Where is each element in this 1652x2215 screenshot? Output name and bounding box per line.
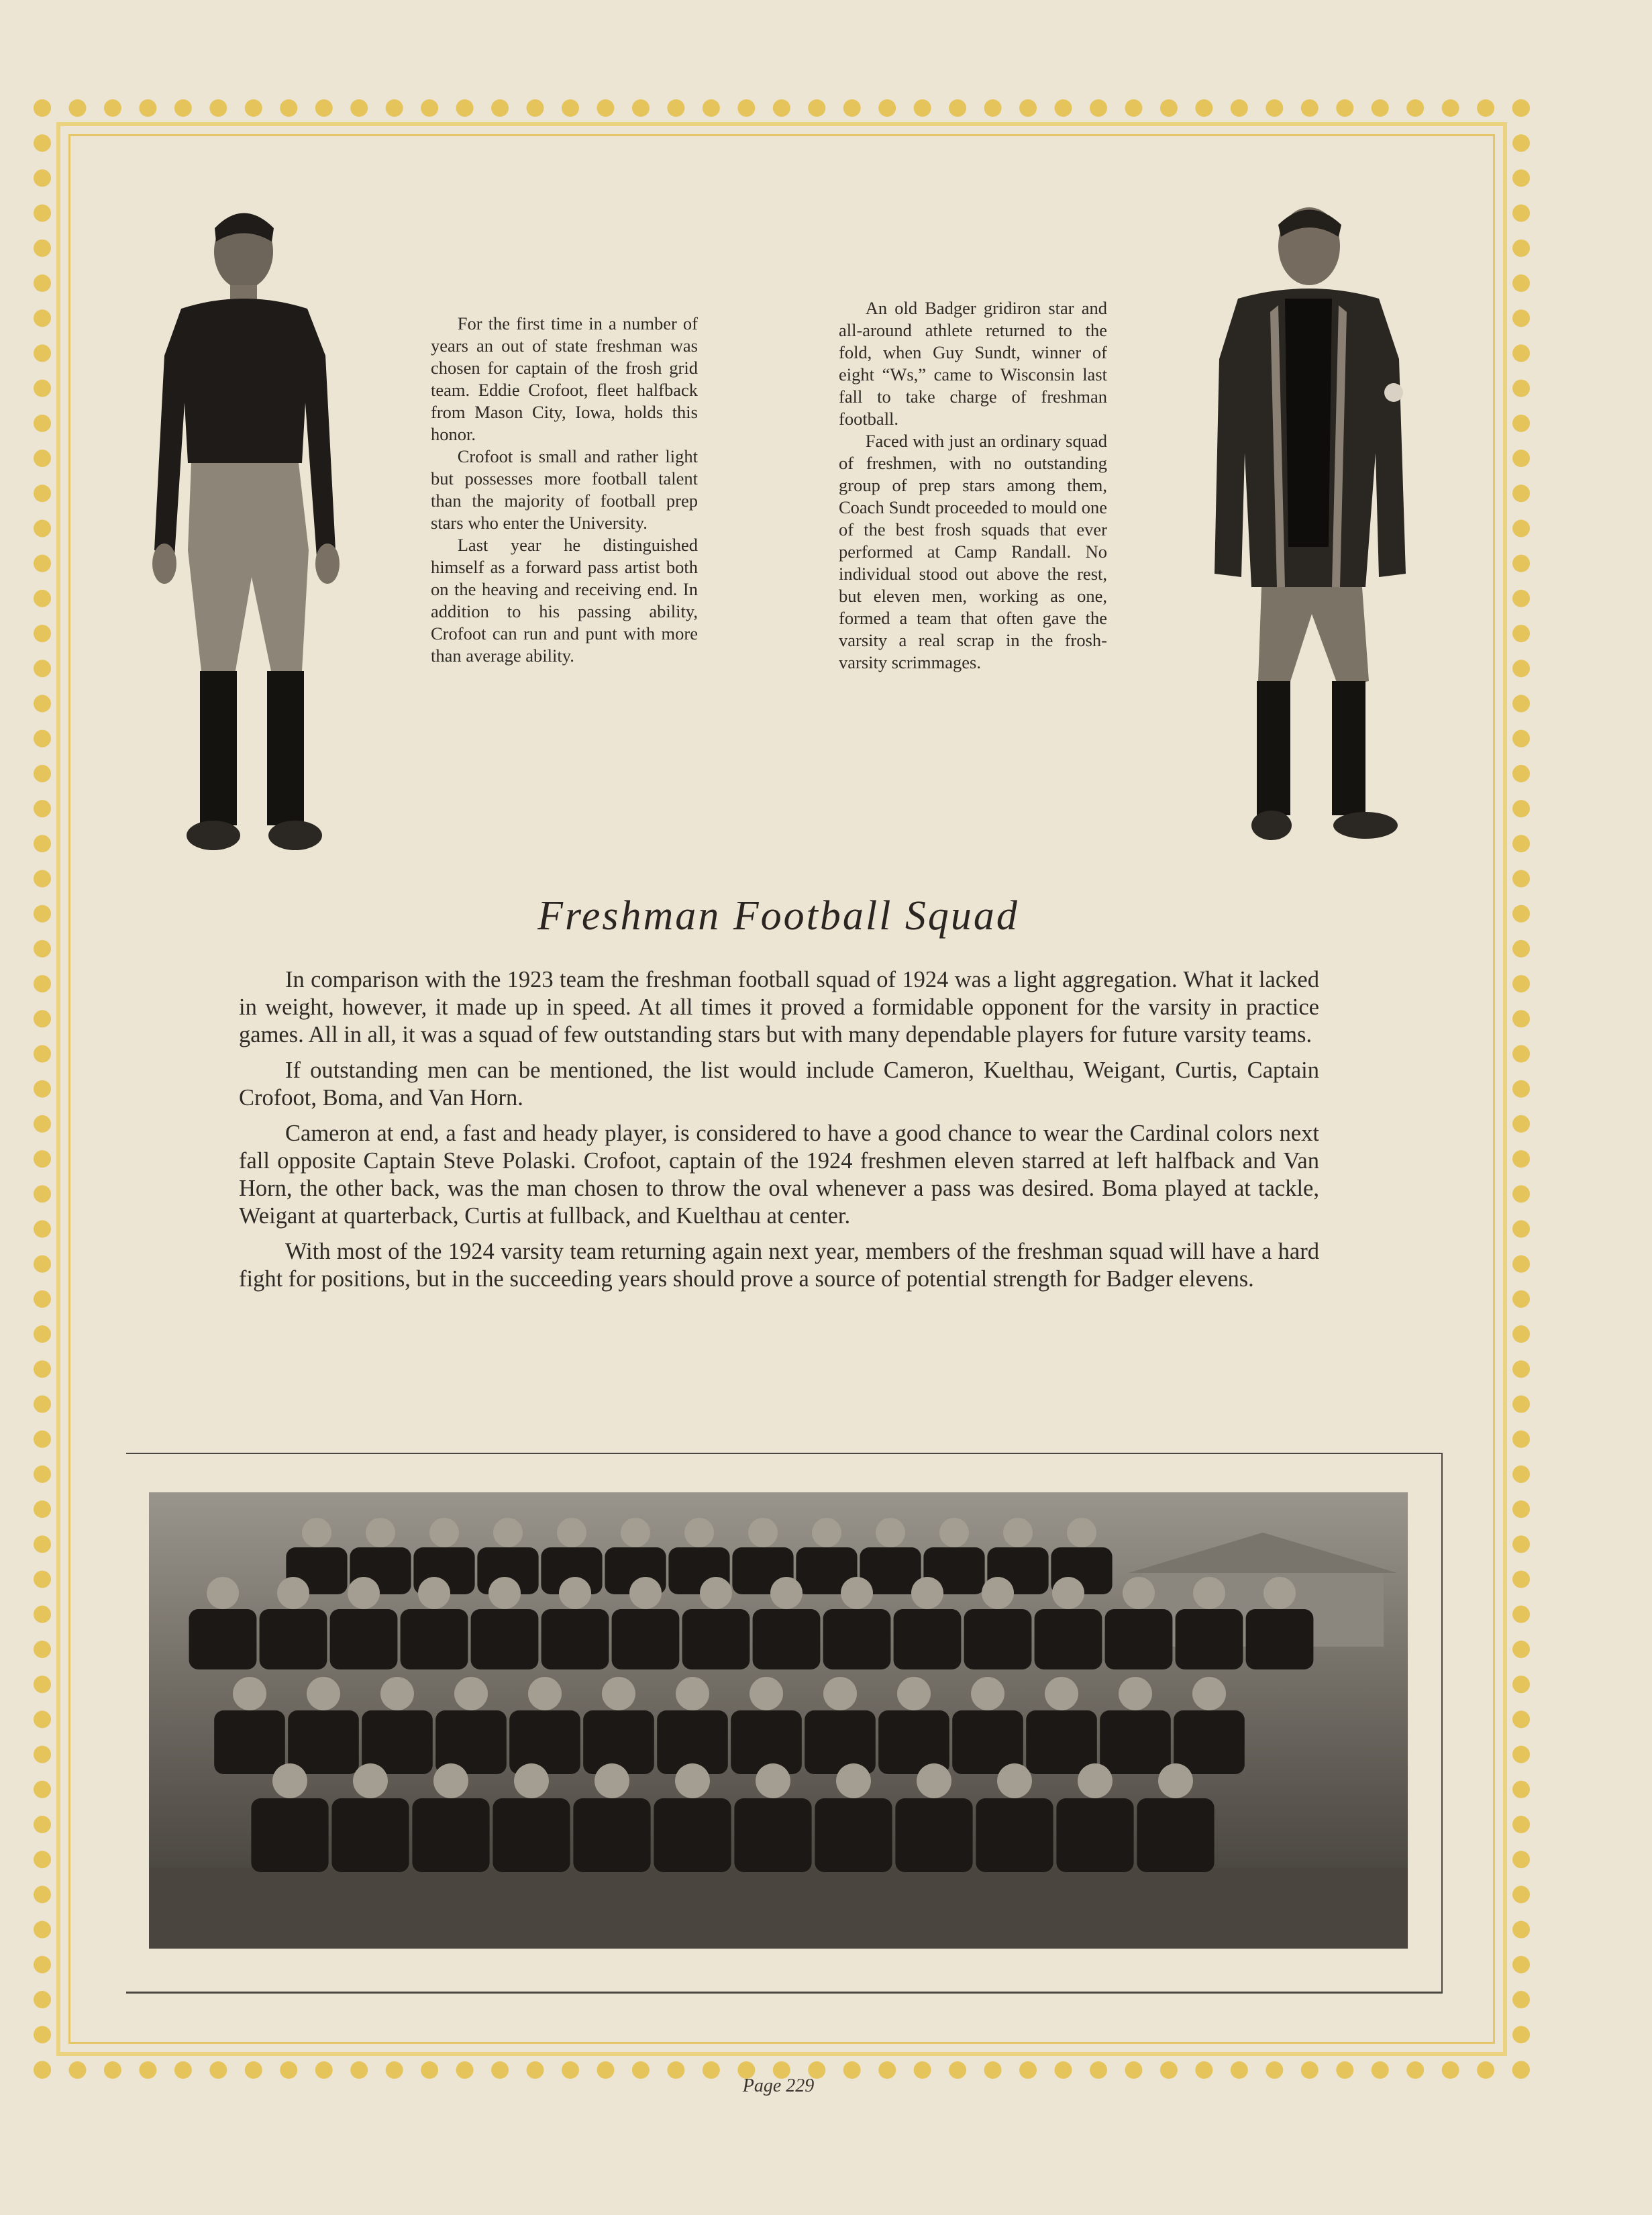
player-body bbox=[331, 1798, 409, 1872]
player-body bbox=[541, 1609, 609, 1669]
player-body bbox=[753, 1609, 821, 1669]
player-head bbox=[684, 1518, 714, 1547]
player-head bbox=[559, 1577, 591, 1609]
player-head bbox=[418, 1577, 450, 1609]
player-head bbox=[1123, 1577, 1155, 1609]
player-head bbox=[233, 1677, 266, 1710]
player-body bbox=[412, 1798, 489, 1872]
player-head bbox=[917, 1763, 951, 1798]
player-body bbox=[583, 1710, 654, 1774]
body-paragraph: If outstanding men can be mentioned, the list would include Cameron, Kuelthau, Weigant, Curtis, Captain Crofoot, Boma, and Van Horn. bbox=[239, 1058, 1319, 1111]
player-head bbox=[429, 1518, 459, 1547]
player-body bbox=[815, 1798, 892, 1872]
player-body bbox=[471, 1609, 539, 1669]
left-paragraph: Last year he distinguished himself as a forward pass artist both on the heaving and receiving end. In addition to his passing ability, Crofoot can run and punt with more than average ability. bbox=[431, 535, 698, 666]
player-body bbox=[214, 1710, 285, 1774]
photo-frame-rule bbox=[126, 1992, 1443, 1994]
player-body bbox=[731, 1710, 802, 1774]
player-body bbox=[805, 1710, 876, 1774]
left-paragraph: For the first time in a number of years an out of state freshman was chosen for captain of the frosh grid team. Eddie Crofoot, fleet halfback from Mason City, Iowa, holds this honor. bbox=[431, 313, 698, 444]
photo-frame-rule bbox=[126, 1453, 1443, 1454]
player-head bbox=[433, 1763, 468, 1798]
player-body bbox=[288, 1710, 359, 1774]
player-head bbox=[277, 1577, 309, 1609]
player-head bbox=[812, 1518, 841, 1547]
player-head bbox=[939, 1518, 969, 1547]
player-head bbox=[982, 1577, 1014, 1609]
player-body bbox=[1026, 1710, 1097, 1774]
player-head bbox=[823, 1677, 857, 1710]
player-body bbox=[1176, 1609, 1243, 1669]
player-body bbox=[1105, 1609, 1173, 1669]
body-text bbox=[239, 966, 1319, 1301]
player-head bbox=[675, 1763, 710, 1798]
player-body bbox=[1137, 1798, 1214, 1872]
player-body bbox=[823, 1609, 891, 1669]
player-body bbox=[895, 1798, 972, 1872]
player-body bbox=[682, 1609, 750, 1669]
player-head bbox=[380, 1677, 414, 1710]
player-body bbox=[573, 1798, 650, 1872]
player-head bbox=[770, 1577, 803, 1609]
player-head bbox=[897, 1677, 931, 1710]
right-paragraph: Faced with just an ordinary squad of freshmen, with no outstanding group of prep stars among them, Coach Sundt proceeded to mould one of the best frosh squads that ever performed at Camp Randall. No individual stood out above the rest, but eleven men, working as one, formed a team that often gave the varsity a real scrap in the frosh-varsity scrimmages. bbox=[839, 431, 1107, 672]
player-body bbox=[612, 1609, 680, 1669]
player-body bbox=[1056, 1798, 1133, 1872]
player-body bbox=[189, 1609, 257, 1669]
player-body bbox=[330, 1609, 398, 1669]
player-body bbox=[894, 1609, 962, 1669]
photo-frame-rule bbox=[1441, 1453, 1443, 1993]
player-head bbox=[307, 1677, 340, 1710]
player-head bbox=[366, 1518, 395, 1547]
player-head bbox=[750, 1677, 783, 1710]
page-number: Page 229 bbox=[742, 2075, 815, 2096]
player-body bbox=[654, 1798, 731, 1872]
player-head bbox=[353, 1763, 388, 1798]
player-body bbox=[1100, 1710, 1171, 1774]
left-paragraph: Crofoot is small and rather light but possesses more football talent than the majority of football prep stars who enter the University. bbox=[431, 446, 698, 533]
player-head bbox=[1193, 1577, 1225, 1609]
captain-portrait-photo bbox=[134, 201, 362, 859]
player-head bbox=[1067, 1518, 1096, 1547]
player-head bbox=[272, 1763, 307, 1798]
section-heading: Freshman Football Squad bbox=[537, 893, 1019, 939]
body-paragraph: With most of the 1924 varsity team returning again next year, members of the freshman squad will have a hard fight for positions, but in the succeeding years should prove a source of potential strength for Badger elevens. bbox=[239, 1239, 1319, 1292]
player-head bbox=[557, 1518, 586, 1547]
player-head bbox=[841, 1577, 873, 1609]
player-body bbox=[1246, 1609, 1314, 1669]
player-body bbox=[401, 1609, 468, 1669]
player-head bbox=[595, 1763, 629, 1798]
player-head bbox=[454, 1677, 488, 1710]
player-head bbox=[528, 1677, 562, 1710]
player-body bbox=[509, 1710, 580, 1774]
captain-text-column bbox=[431, 313, 698, 667]
player-head bbox=[1158, 1763, 1193, 1798]
player-head bbox=[700, 1577, 732, 1609]
player-head bbox=[971, 1677, 1004, 1710]
coach-portrait-photo bbox=[1178, 198, 1419, 849]
player-head bbox=[1119, 1677, 1152, 1710]
body-paragraph: In comparison with the 1923 team the freshman football squad of 1924 was a light aggregation. What it lacked in weight, however, it made up in speed. At all times it proved a formidable opponent for the varsity in practice games. All in all, it was a squad of few outstanding stars but with many dependable players for future varsity teams. bbox=[239, 967, 1319, 1047]
player-head bbox=[514, 1763, 549, 1798]
player-head bbox=[911, 1577, 943, 1609]
player-head bbox=[302, 1518, 331, 1547]
player-head bbox=[676, 1677, 709, 1710]
player-body bbox=[734, 1798, 811, 1872]
player-head bbox=[493, 1518, 523, 1547]
player-body bbox=[260, 1609, 327, 1669]
player-head bbox=[602, 1677, 635, 1710]
player-head bbox=[1078, 1763, 1113, 1798]
player-head bbox=[1045, 1677, 1078, 1710]
player-head bbox=[756, 1763, 790, 1798]
player-head bbox=[1052, 1577, 1084, 1609]
player-head bbox=[1263, 1577, 1296, 1609]
player-head bbox=[1003, 1518, 1033, 1547]
player-head bbox=[836, 1763, 871, 1798]
right-paragraph: An old Badger gridiron star and all-around athlete returned to the fold, when Guy Sundt, winner of eight “Ws,” came to Wisconsin last fall to take charge of freshman football. bbox=[839, 298, 1107, 429]
coach-text-column bbox=[839, 297, 1107, 674]
player-body bbox=[251, 1798, 328, 1872]
player-head bbox=[621, 1518, 650, 1547]
player-head bbox=[207, 1577, 239, 1609]
player-head bbox=[997, 1763, 1032, 1798]
player-body bbox=[1174, 1710, 1245, 1774]
team-photo bbox=[149, 1492, 1408, 1949]
player-head bbox=[876, 1518, 905, 1547]
player-body bbox=[964, 1609, 1032, 1669]
player-head bbox=[1192, 1677, 1226, 1710]
player-body bbox=[976, 1798, 1053, 1872]
body-paragraph: Cameron at end, a fast and heady player, is considered to have a good chance to wear the Cardinal colors next fall opposite Captain Steve Polaski. Crofoot, captain of the 1924 freshmen eleven starred at left halfback and Van Horn, the other back, was the man chosen to throw the oval whenever a pass was desired. Boma played at tackle, Weigant at quarterback, Curtis at fullback, and Kuelthau at center. bbox=[239, 1121, 1319, 1229]
player-head bbox=[488, 1577, 521, 1609]
player-body bbox=[1035, 1609, 1102, 1669]
player-head bbox=[748, 1518, 778, 1547]
player-head bbox=[348, 1577, 380, 1609]
player-head bbox=[629, 1577, 662, 1609]
player-body bbox=[493, 1798, 570, 1872]
